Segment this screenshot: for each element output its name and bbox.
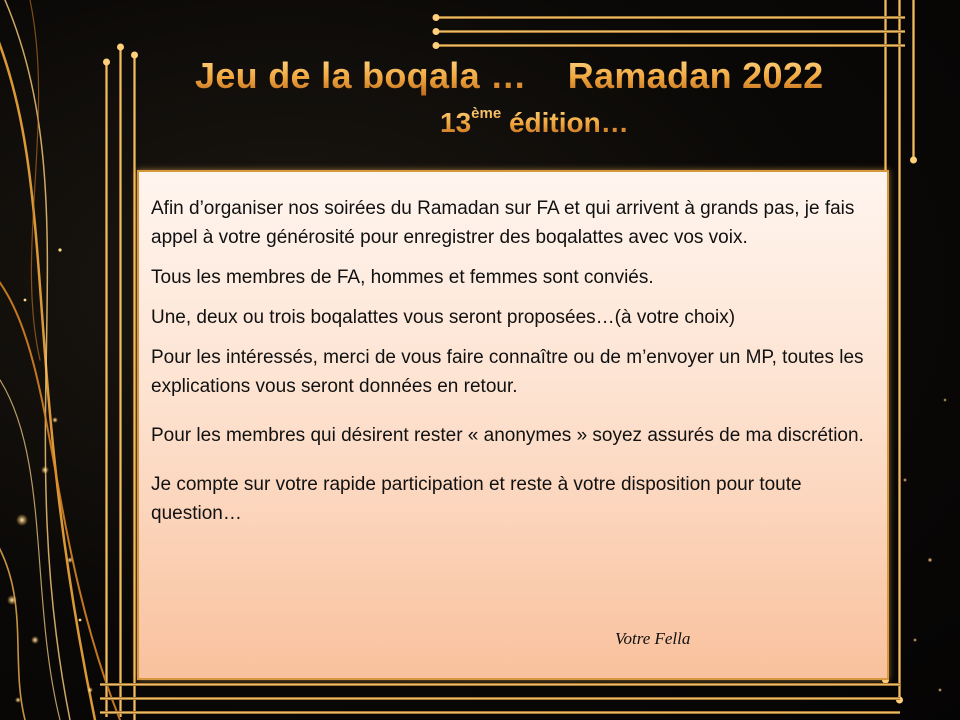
bottom-frame-bars: [100, 683, 900, 714]
letter-paragraph-anonymous: Pour les membres qui désirent rester « anonymes » soyez assurés de ma discrétion.: [151, 425, 864, 446]
letter-paragraph-members: Tous les membres de FA, hommes et femmes sont conviés.: [151, 267, 654, 288]
signature: Votre Fella: [615, 629, 691, 648]
page-title: [195, 55, 823, 97]
edition-word: édition…: [501, 107, 629, 138]
title-right: Ramadan 2022: [567, 55, 824, 96]
edition-number: 13: [440, 107, 472, 138]
top-frame-bars: [433, 14, 906, 49]
letter-paragraph-intro: Afin d’organiser nos soirées du Ramadan sur FA et qui arrivent à grands pas, je fais appel à votre générosité pour enregistrer des boqalattes avec vos voix.: [151, 198, 855, 248]
edition-subtitle: [440, 105, 629, 139]
left-frame-bars: [103, 44, 138, 720]
left-gold-swirls: [0, 0, 120, 720]
letter-paragraph-contact: Pour les intéressés, merci de vous faire connaître ou de m’envoyer un MP, toutes les explications vous seront données en retour.: [151, 347, 864, 397]
edition-superscript: ème: [471, 105, 502, 122]
letter-panel: [137, 170, 889, 680]
letter-paragraph-choice: Une, deux ou trois boqalattes vous seront proposées…(à votre choix): [151, 307, 736, 328]
letter-paragraph-closing: Je compte sur votre rapide participation et reste à votre disposition pour toute question…: [151, 474, 802, 524]
title-left: Jeu de la boqala …: [195, 55, 527, 96]
